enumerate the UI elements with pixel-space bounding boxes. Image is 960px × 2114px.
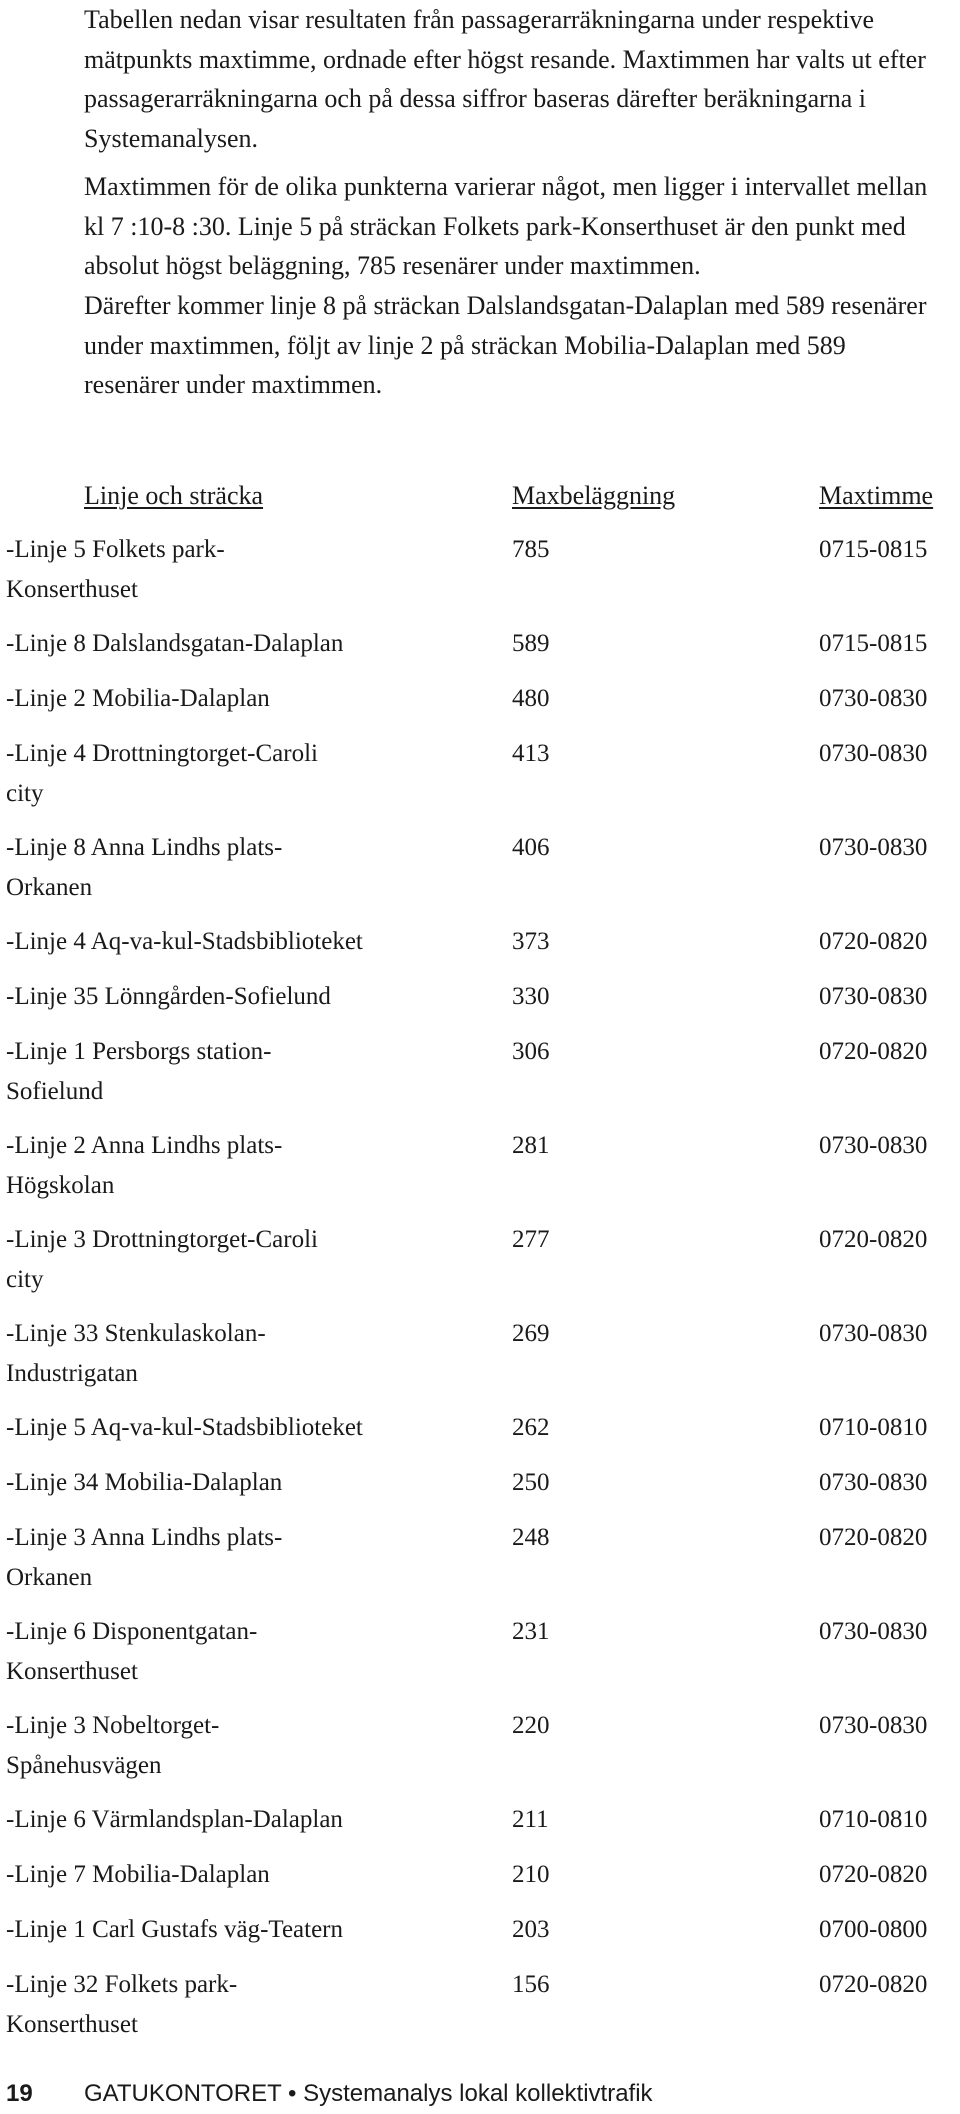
max-occupancy-cell: 785 bbox=[512, 536, 550, 563]
route-cell bbox=[6, 1126, 406, 1206]
route-line-2: Orkanen bbox=[6, 874, 93, 901]
route-line-1: -Linje 6 Värmlandsplan-Dalaplan bbox=[6, 1806, 343, 1833]
max-occupancy-cell: 211 bbox=[512, 1806, 549, 1833]
max-hour-cell: 0720-0820 bbox=[819, 1226, 928, 1253]
route-line-1: -Linje 32 Folkets park- bbox=[6, 1971, 238, 1998]
route-line-1: -Linje 3 Drottningtorget-Caroli bbox=[6, 1226, 318, 1253]
max-occupancy-cell: 210 bbox=[512, 1861, 550, 1888]
route-line-2: Industrigatan bbox=[6, 1360, 138, 1387]
route-cell bbox=[6, 1220, 406, 1300]
route-line-1: -Linje 34 Mobilia-Dalaplan bbox=[6, 1469, 283, 1496]
max-occupancy-cell: 262 bbox=[512, 1414, 550, 1441]
max-hour-cell: 0715-0815 bbox=[819, 536, 928, 563]
max-occupancy-cell: 589 bbox=[512, 630, 550, 657]
max-occupancy-cell: 306 bbox=[512, 1038, 550, 1065]
route-line-2: city bbox=[6, 1266, 44, 1293]
max-hour-cell: 0730-0830 bbox=[819, 983, 928, 1010]
max-hour-cell: 0730-0830 bbox=[819, 1320, 928, 1347]
route-cell bbox=[6, 1800, 406, 1840]
max-hour-cell: 0710-0810 bbox=[819, 1414, 928, 1441]
max-hour-cell: 0730-0830 bbox=[819, 1469, 928, 1496]
route-line-1: -Linje 8 Dalslandsgatan-Dalaplan bbox=[6, 630, 344, 657]
route-line-1: -Linje 1 Persborgs station- bbox=[6, 1038, 272, 1065]
route-line-1: -Linje 3 Nobeltorget- bbox=[6, 1712, 220, 1739]
route-line-1: -Linje 6 Disponentgatan- bbox=[6, 1618, 258, 1645]
max-hour-cell: 0720-0820 bbox=[819, 1861, 928, 1888]
max-hour-cell: 0720-0820 bbox=[819, 928, 928, 955]
route-line-1: -Linje 7 Mobilia-Dalaplan bbox=[6, 1861, 270, 1888]
intro-paragraph-3: Därefter kommer linje 8 på sträckan Dalslandsgatan-Dalaplan med 589 resenärer under maxtimmen, följt av linje 2 på sträckan Mobilia-Dalaplan med 589 resenärer under maxtimmen. bbox=[84, 291, 927, 399]
route-cell bbox=[6, 1706, 406, 1786]
max-occupancy-cell: 281 bbox=[512, 1132, 550, 1159]
max-hour-cell: 0720-0820 bbox=[819, 1971, 928, 1998]
route-cell bbox=[6, 1612, 406, 1692]
route-line-2: Orkanen bbox=[6, 1564, 93, 1591]
max-occupancy-cell: 231 bbox=[512, 1618, 550, 1645]
page-number: 19 bbox=[6, 2080, 33, 2107]
header-max-occupancy: Maxbeläggning bbox=[512, 481, 676, 510]
route-line-1: -Linje 2 Anna Lindhs plats- bbox=[6, 1132, 283, 1159]
max-occupancy-cell: 373 bbox=[512, 928, 550, 955]
max-hour-cell: 0730-0830 bbox=[819, 1618, 928, 1645]
route-line-1: -Linje 8 Anna Lindhs plats- bbox=[6, 834, 283, 861]
route-cell bbox=[6, 1965, 406, 2045]
route-line-1: -Linje 4 Aq-va-kul-Stadsbiblioteket bbox=[6, 928, 363, 955]
intro-paragraph-1: Tabellen nedan visar resultaten från passagerarräkningarna under respektive mätpunkts maxtimme, ordnade efter högst resande. Maxtimmen har valts ut efter passagerarräkningarna och på dessa siffror baseras därefter beräkningarna i Systemanalysen. bbox=[84, 5, 926, 153]
route-line-1: -Linje 5 Aq-va-kul-Stadsbiblioteket bbox=[6, 1414, 363, 1441]
max-hour-cell: 0720-0820 bbox=[819, 1524, 928, 1551]
max-occupancy-cell: 480 bbox=[512, 685, 550, 712]
intro-paragraph-2: Maxtimmen för de olika punkterna varierar något, men ligger i intervallet mellan kl 7 :10-8 :30. Linje 5 på sträckan Folkets park-Konserthuset är den punkt med absolut högst beläggning, 785 resenärer under maxtimmen. bbox=[84, 172, 928, 280]
route-line-1: -Linje 35 Lönngården-Sofielund bbox=[6, 983, 331, 1010]
max-occupancy-cell: 277 bbox=[512, 1226, 550, 1253]
table-header bbox=[0, 476, 960, 516]
route-line-1: -Linje 1 Carl Gustafs väg-Teatern bbox=[6, 1916, 344, 1943]
max-hour-cell: 0700-0800 bbox=[819, 1916, 928, 1943]
max-occupancy-cell: 156 bbox=[512, 1971, 550, 1998]
route-line-2: Spånehusvägen bbox=[6, 1752, 162, 1779]
route-cell bbox=[6, 1855, 406, 1895]
route-line-2: Sofielund bbox=[6, 1078, 104, 1105]
route-cell bbox=[6, 1032, 406, 1112]
route-cell bbox=[6, 1463, 406, 1503]
route-line-1: -Linje 2 Mobilia-Dalaplan bbox=[6, 685, 270, 712]
route-cell bbox=[6, 828, 406, 908]
max-hour-cell: 0730-0830 bbox=[819, 1712, 928, 1739]
max-hour-cell: 0710-0810 bbox=[819, 1806, 928, 1833]
max-occupancy-cell: 248 bbox=[512, 1524, 550, 1551]
max-occupancy-cell: 330 bbox=[512, 983, 550, 1010]
max-occupancy-cell: 406 bbox=[512, 834, 550, 861]
max-hour-cell: 0730-0830 bbox=[819, 834, 928, 861]
route-line-1: -Linje 3 Anna Lindhs plats- bbox=[6, 1524, 283, 1551]
route-cell bbox=[6, 530, 406, 610]
route-line-1: -Linje 4 Drottningtorget-Caroli bbox=[6, 740, 318, 767]
route-line-2: city bbox=[6, 780, 44, 807]
route-line-2: Konserthuset bbox=[6, 1658, 138, 1685]
route-cell bbox=[6, 1518, 406, 1598]
footer-text: GATUKONTORET • Systemanalys lokal kollektivtrafik bbox=[84, 2080, 653, 2107]
max-hour-cell: 0730-0830 bbox=[819, 1132, 928, 1159]
route-line-2: Högskolan bbox=[6, 1172, 115, 1199]
page-footer bbox=[0, 2077, 960, 2111]
route-line-2: Konserthuset bbox=[6, 2011, 138, 2038]
route-cell bbox=[6, 734, 406, 814]
max-hour-cell: 0715-0815 bbox=[819, 630, 928, 657]
route-cell bbox=[6, 679, 406, 719]
route-cell bbox=[6, 1408, 406, 1448]
route-line-1: -Linje 5 Folkets park- bbox=[6, 536, 225, 563]
route-cell bbox=[6, 1910, 406, 1950]
max-hour-cell: 0730-0830 bbox=[819, 740, 928, 767]
max-occupancy-cell: 220 bbox=[512, 1712, 550, 1739]
max-occupancy-cell: 203 bbox=[512, 1916, 550, 1943]
route-line-1: -Linje 33 Stenkulaskolan- bbox=[6, 1320, 266, 1347]
header-route: Linje och sträcka bbox=[84, 481, 264, 510]
route-cell bbox=[6, 922, 406, 962]
max-occupancy-cell: 250 bbox=[512, 1469, 550, 1496]
route-cell bbox=[6, 977, 406, 1017]
header-max-hour: Maxtimme bbox=[819, 481, 934, 510]
route-cell bbox=[6, 624, 406, 664]
max-occupancy-cell: 269 bbox=[512, 1320, 550, 1347]
max-hour-cell: 0720-0820 bbox=[819, 1038, 928, 1065]
route-line-2: Konserthuset bbox=[6, 576, 138, 603]
max-hour-cell: 0730-0830 bbox=[819, 685, 928, 712]
max-occupancy-cell: 413 bbox=[512, 740, 550, 767]
route-cell bbox=[6, 1314, 406, 1394]
